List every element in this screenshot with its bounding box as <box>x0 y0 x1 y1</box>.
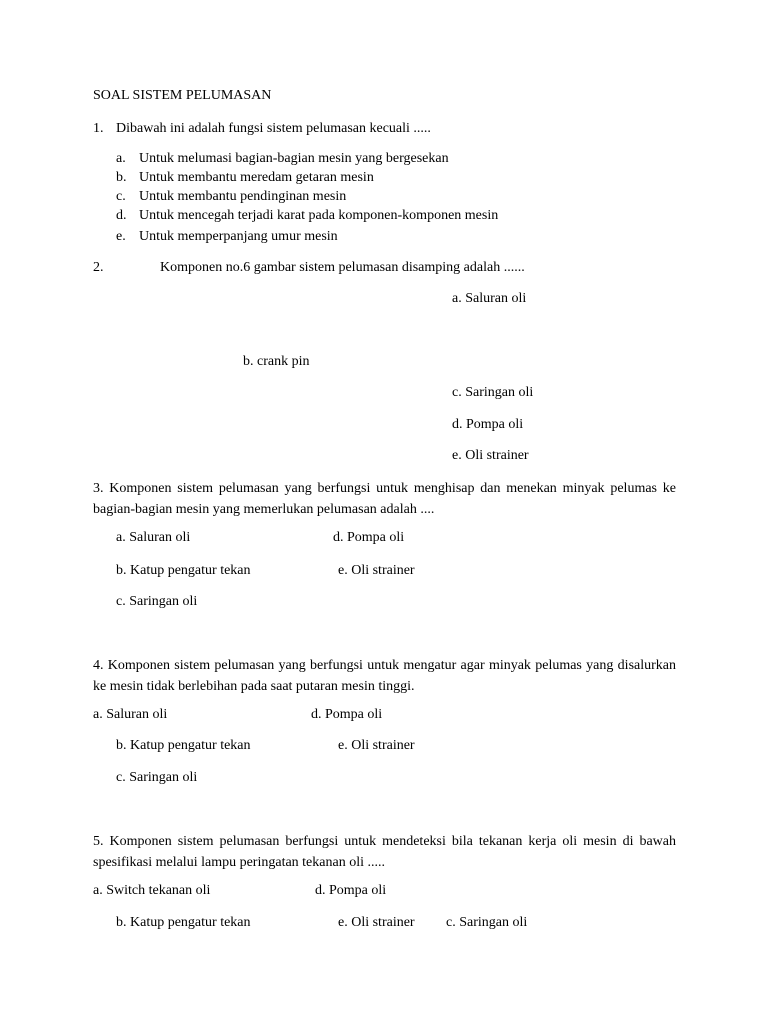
q1-option-letter: d. <box>116 208 127 223</box>
q2-number: 2. <box>93 260 104 275</box>
q2-text: Komponen no.6 gambar sistem pelumasan disamping adalah ...... <box>160 260 525 275</box>
q3-text: 3. Komponen sistem pelumasan yang berfungsi untuk menghisap dan menekan minyak pelumas ke bagian-bagian mesin yang memerlukan pelumasan adalah .... <box>93 481 676 517</box>
q2-option-a: a. Saluran oli <box>452 291 527 306</box>
q1-option-letter: c. <box>116 189 126 204</box>
q2-option-b: b. crank pin <box>243 354 310 369</box>
q4-option-a: a. Saluran oli <box>93 707 168 722</box>
q1-option-letter: b. <box>116 170 127 185</box>
document-title: SOAL SISTEM PELUMASAN <box>93 88 272 103</box>
q4-option-c: c. Saringan oli <box>116 770 198 785</box>
q3-option-a: a. Saluran oli <box>116 530 191 545</box>
q1-option-text: Untuk membantu meredam getaran mesin <box>139 170 374 185</box>
q4-option-d: d. Pompa oli <box>311 707 383 722</box>
q1-text: Dibawah ini adalah fungsi sistem pelumasan kecuali ..... <box>116 121 431 136</box>
q4-text: 4. Komponen sistem pelumasan yang berfungsi untuk mengatur agar minyak pelumas yang disalurkan ke mesin tidak berlebihan pada saat putaran mesin tinggi. <box>93 658 676 694</box>
q2-option-d: d. Pompa oli <box>452 417 524 432</box>
q5-option-a: a. Switch tekanan oli <box>93 883 211 898</box>
q4-option-b: b. Katup pengatur tekan <box>116 738 251 753</box>
q1-option-text: Untuk memperpanjang umur mesin <box>139 229 338 244</box>
q1-option-text: Untuk membantu pendinginan mesin <box>139 189 347 204</box>
q2-option-c: c. Saringan oli <box>452 385 534 400</box>
q1-option-text: Untuk melumasi bagian-bagian mesin yang bergesekan <box>139 151 449 166</box>
q3-option-d: d. Pompa oli <box>333 530 405 545</box>
q1-option-letter: a. <box>116 151 126 166</box>
q5-option-d: d. Pompa oli <box>315 883 387 898</box>
q3-option-c: c. Saringan oli <box>116 594 198 609</box>
q3-option-b: b. Katup pengatur tekan <box>116 563 251 578</box>
q4-option-e: e. Oli strainer <box>338 738 415 753</box>
q5-option-b: b. Katup pengatur tekan <box>116 915 251 930</box>
q5-option-e: e. Oli strainer <box>338 915 415 930</box>
q2-option-e: e. Oli strainer <box>452 448 529 463</box>
q5-text: 5. Komponen sistem pelumasan berfungsi untuk mendeteksi bila tekanan kerja oli mesin di bawah spesifikasi melalui lampu peringatan tekanan oli ..... <box>93 834 676 870</box>
q1-number: 1. <box>93 121 104 136</box>
q5-option-c: c. Saringan oli <box>446 915 528 930</box>
q3-option-e: e. Oli strainer <box>338 563 415 578</box>
q1-option-text: Untuk mencegah terjadi karat pada komponen-komponen mesin <box>139 208 499 223</box>
q1-option-letter: e. <box>116 229 126 244</box>
